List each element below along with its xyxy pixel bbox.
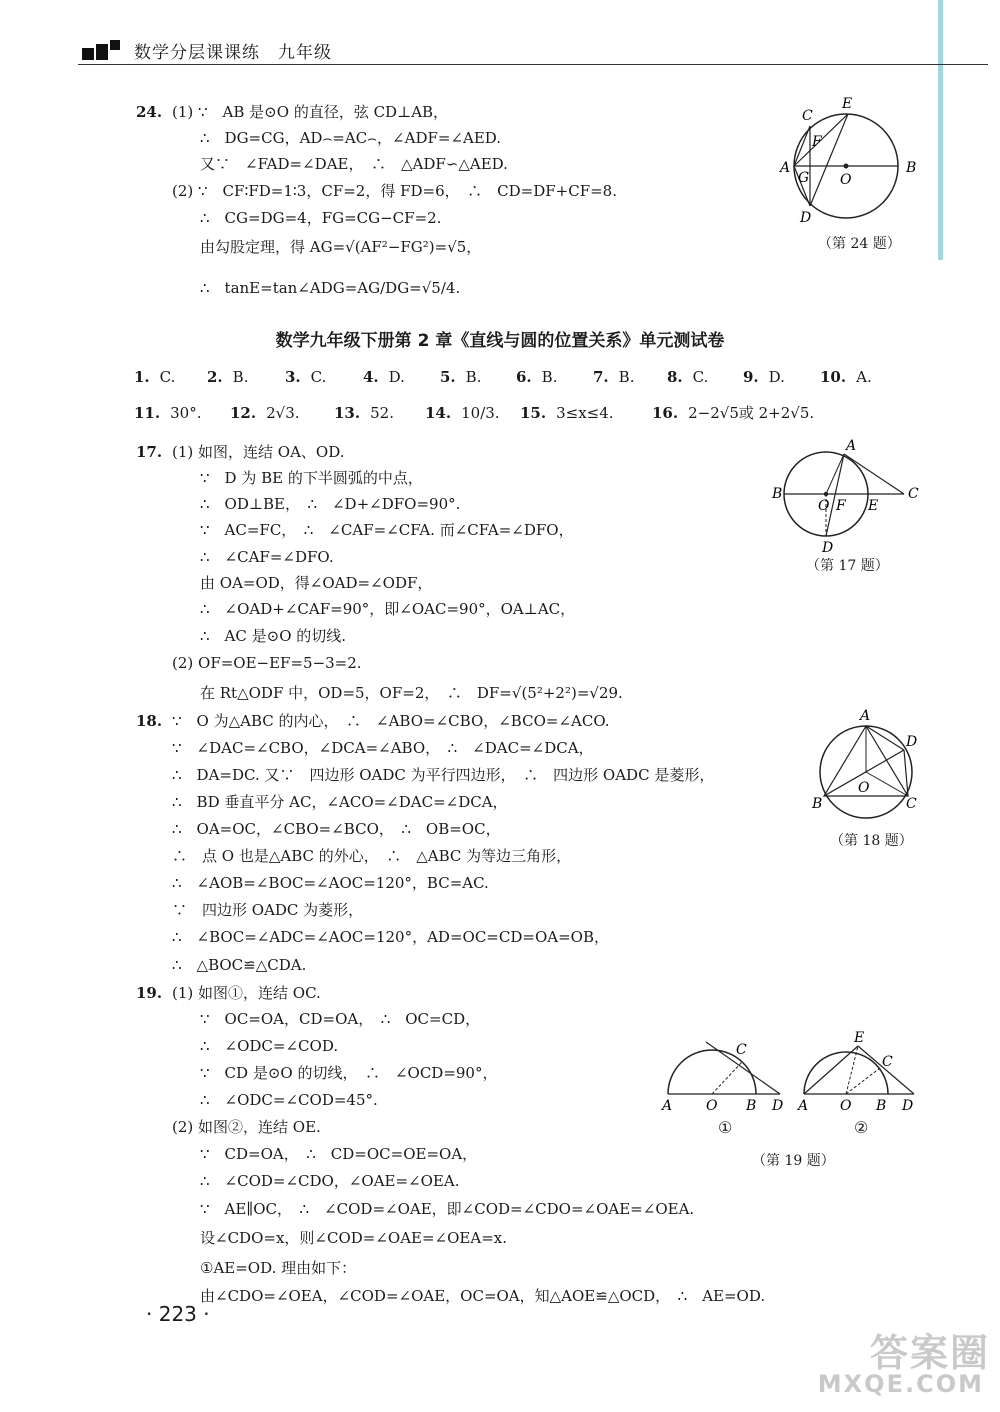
svg-text:D: D [822, 540, 834, 556]
header-title: 数学分层课课练 九年级 [134, 43, 332, 63]
svg-text:D: D [902, 1098, 914, 1114]
svg-text:C: C [908, 486, 919, 502]
svg-text:O: O [706, 1098, 718, 1114]
q24-figure [780, 96, 920, 236]
answer-item: 11. 30°. [134, 404, 202, 422]
q19-line: ∴ ∠ODC=∠COD. [200, 1037, 339, 1055]
svg-text:F: F [812, 134, 822, 150]
answer-item: 6. B. [516, 368, 558, 386]
q19-line: 设∠CDO=x，则∠COD=∠OAE=∠OEA=x. [200, 1229, 507, 1247]
svg-text:G: G [798, 170, 810, 186]
publisher-logo-icon [82, 40, 128, 62]
svg-text:C: C [802, 108, 813, 124]
q19-line: ①AE=OD. 理由如下： [200, 1259, 357, 1277]
answer-item: 12. 2√3. [230, 404, 300, 422]
q24-number: 24. [136, 103, 163, 121]
svg-text:A: A [798, 1098, 809, 1114]
q18-line: ∴ BD 垂直平分 AC，∠ACO=∠DAC=∠DCA， [172, 793, 508, 811]
q17-line: ∵ D 为 BE 的下半圆弧的中点， [200, 469, 423, 487]
svg-text:B: B [812, 796, 823, 812]
q19-line: ∵ AE∥OC， ∴ ∠COD=∠OAE，即∠COD=∠CDO=∠OAE=∠OEA. [200, 1200, 695, 1218]
page-number: · 223 · [146, 1302, 210, 1326]
svg-text:D: D [800, 210, 812, 226]
watermark-url: MXQE.COM [817, 1370, 984, 1398]
svg-text:O: O [840, 1098, 852, 1114]
q24-line: (2) ∵ CF∶FD=1∶3，CF=2，得 FD=6， ∴ CD=DF+CF=8. [172, 182, 617, 200]
q17-line: (1) 如图，连结 OA、OD. [172, 443, 345, 461]
q19-line: ∵ OC=OA，CD=OA， ∴ OC=CD， [200, 1010, 481, 1028]
svg-text:B: B [876, 1098, 887, 1114]
answer-item: 13. 52. [334, 404, 394, 422]
answer-item: 16. 2−2√5或 2+2√5. [652, 404, 815, 422]
q19-line: ∴ ∠COD=∠CDO，∠OAE=∠OEA. [200, 1172, 460, 1190]
answer-item: 2. B. [207, 368, 249, 386]
answer-item: 1. C. [134, 368, 176, 386]
q17-line: 由 OA=OD，得∠OAD=∠ODF， [200, 574, 433, 592]
q19-figure-2-label: ② [854, 1118, 869, 1137]
q18-figure [810, 710, 930, 830]
answer-item: 10. A. [820, 368, 872, 386]
svg-text:A: A [860, 708, 871, 724]
svg-text:D: D [906, 734, 918, 750]
q19-line: (2) 如图②，连结 OE. [172, 1118, 321, 1136]
svg-text:E: E [854, 1030, 865, 1046]
q18-line: ∴ 点 O 也是△ABC 的外心， ∴ △ABC 为等边三角形， [172, 847, 572, 865]
svg-text:A: A [662, 1098, 673, 1114]
svg-text:D: D [772, 1098, 784, 1114]
watermark-logo: 答案圈 [869, 1331, 990, 1375]
q19-line: ∵ CD 是⊙O 的切线， ∴ ∠OCD=90°， [200, 1064, 498, 1082]
q17-number: 17. [136, 443, 163, 461]
answer-item: 5. B. [440, 368, 482, 386]
q24-line: ∴ DG=CG，AD⌢=AC⌢，∠ADF=∠AED. [200, 129, 502, 147]
answer-item: 4. D. [363, 368, 405, 386]
q24-line: 又∵ ∠FAD=∠DAE， ∴ △ADF∽△AED. [200, 155, 508, 173]
q17-figure [772, 436, 922, 556]
q19-line: (1) 如图①，连结 OC. [172, 984, 321, 1002]
svg-text:C: C [736, 1042, 747, 1058]
q19-figure-1 [660, 1038, 790, 1118]
svg-text:B: B [746, 1098, 757, 1114]
answer-item: 9. D. [743, 368, 785, 386]
q18-caption: （第 18 题） [830, 833, 913, 849]
svg-text:O: O [858, 780, 870, 796]
answer-item: 15. 3≤x≤4. [520, 404, 614, 422]
q18-line: ∴ DA=DC. 又∵ 四边形 OADC 为平行四边形， ∴ 四边形 OADC 是菱形， [172, 766, 715, 784]
svg-text:O: O [840, 172, 852, 188]
q24-line: ∴ CG=DG=4，FG=CG−CF=2. [200, 209, 442, 227]
answer-item: 8. C. [667, 368, 709, 386]
section-title: 数学九年级下册第 2 章《直线与圆的位置关系》单元测试卷 [275, 331, 725, 351]
page-header [78, 34, 988, 65]
svg-text:E: E [868, 498, 879, 514]
q18-line: ∴ ∠AOB=∠BOC=∠AOC=120°，BC=AC. [172, 874, 489, 892]
q24-caption: （第 24 题） [818, 236, 901, 252]
answer-item: 14. 10/3. [425, 404, 500, 422]
q17-caption: （第 17 题） [806, 558, 889, 574]
svg-text:A: A [846, 438, 857, 454]
svg-text:E: E [842, 96, 853, 112]
svg-text:F: F [836, 498, 846, 514]
svg-text:B: B [906, 160, 917, 176]
svg-text:B: B [772, 486, 783, 502]
q19-number: 19. [136, 984, 163, 1002]
q18-line: ∴ ∠BOC=∠ADC=∠AOC=120°，AD=OC=CD=OA=OB， [172, 928, 609, 946]
q24-line: 由勾股定理，得 AG=√(AF²−FG²)=√5， [200, 238, 482, 256]
q17-line: (2) OF=OE−EF=5−3=2. [172, 654, 362, 672]
q19-line: 由∠CDO=∠OEA，∠COD=∠OAE，OC=OA，知△AOE≌△OCD， ∴ AE=OD. [200, 1287, 766, 1305]
q17-line: ∴ OD⊥BE， ∴ ∠D+∠DFO=90°. [200, 495, 461, 513]
q18-line: ∵ O 为△ABC 的内心， ∴ ∠ABO=∠CBO，∠BCO=∠ACO. [172, 712, 610, 730]
q18-line: ∵ ∠DAC=∠CBO，∠DCA=∠ABO， ∴ ∠DAC=∠DCA， [172, 739, 594, 757]
q19-caption: （第 19 题） [752, 1153, 835, 1169]
q19-line: ∴ ∠ODC=∠COD=45°. [200, 1091, 378, 1109]
svg-text:C: C [906, 796, 917, 812]
svg-text:C: C [882, 1054, 893, 1070]
q24-line: (1) ∵ AB 是⊙O 的直径，弦 CD⊥AB， [172, 103, 449, 121]
q18-line: ∴ △BOC≌△CDA. [172, 956, 307, 974]
q18-number: 18. [136, 712, 163, 730]
q24-line: ∴ tanE=tan∠ADG=AG/DG=√5/4. [200, 279, 461, 297]
svg-text:O: O [818, 498, 830, 514]
q17-line: ∴ ∠OAD+∠CAF=90°，即∠OAC=90°，OA⊥AC， [200, 600, 576, 618]
q19-line: ∵ CD=OA， ∴ CD=OC=OE=OA， [200, 1145, 478, 1163]
q17-line: ∴ AC 是⊙O 的切线. [200, 627, 347, 645]
q18-line: ∴ OA=OC，∠CBO=∠BCO， ∴ OB=OC， [172, 820, 501, 838]
answer-item: 3. C. [285, 368, 327, 386]
q17-line: ∴ ∠CAF=∠DFO. [200, 548, 334, 566]
q17-line: ∵ AC=FC， ∴ ∠CAF=∠CFA. 而∠CFA=∠DFO， [200, 521, 574, 539]
svg-text:A: A [780, 160, 791, 176]
q19-figure-2 [796, 1030, 926, 1118]
q19-figure-1-label: ① [718, 1118, 733, 1137]
q18-line: ∵ 四边形 OADC 为菱形， [172, 901, 364, 919]
answer-item: 7. B. [593, 368, 635, 386]
q17-line: 在 Rt△ODF 中，OD=5，OF=2， ∴ DF=√(5²+2²)=√29. [200, 684, 623, 702]
